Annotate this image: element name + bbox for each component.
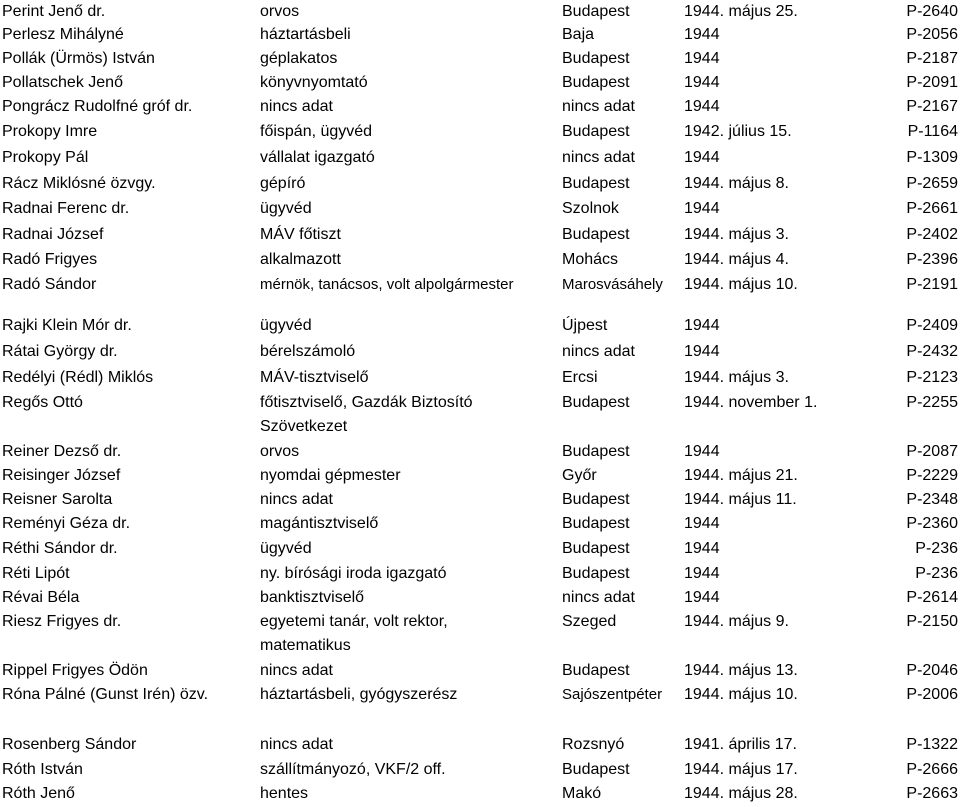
occupation: orvos bbox=[260, 443, 300, 460]
date: 1944. május 17. bbox=[684, 761, 798, 778]
occupation: háztartásbeli, gyógyszerész bbox=[260, 686, 458, 703]
record-id: P-2229 bbox=[906, 467, 958, 484]
occupation-continued: matematikus bbox=[260, 637, 351, 654]
table-row bbox=[0, 340, 960, 364]
occupation: nincs adat bbox=[260, 98, 333, 115]
table-row bbox=[0, 172, 960, 196]
place: Rozsnyó bbox=[562, 736, 625, 753]
record-id: P-2661 bbox=[906, 200, 958, 217]
table-row bbox=[0, 273, 960, 297]
record-id: P-2191 bbox=[906, 276, 958, 293]
place: Budapest bbox=[562, 226, 630, 243]
occupation: vállalat igazgató bbox=[260, 149, 375, 166]
table-row bbox=[0, 586, 960, 610]
occupation: bérelszámoló bbox=[260, 343, 356, 360]
place: Makó bbox=[562, 785, 602, 802]
occupation: MÁV főtiszt bbox=[260, 226, 341, 243]
person-name: Radnai Ferenc dr. bbox=[2, 200, 130, 217]
place: Marosvásáhely bbox=[562, 276, 663, 293]
occupation: főispán, ügyvéd bbox=[260, 123, 373, 140]
person-name: Rippel Frigyes Ödön bbox=[2, 662, 148, 679]
table-row bbox=[0, 23, 960, 47]
place: Budapest bbox=[562, 662, 630, 679]
record-id: P-2614 bbox=[906, 589, 958, 606]
occupation: orvos bbox=[260, 3, 300, 20]
person-name: Rátai György dr. bbox=[2, 343, 118, 360]
table-row bbox=[0, 71, 960, 95]
table-row bbox=[0, 197, 960, 221]
occupation: nincs adat bbox=[260, 491, 333, 508]
record-id: P-2348 bbox=[906, 491, 958, 508]
occupation: főtisztviselő, Gazdák Biztosító bbox=[260, 394, 473, 411]
date: 1944 bbox=[684, 343, 720, 360]
record-id: P-236 bbox=[915, 565, 958, 582]
place: Budapest bbox=[562, 515, 630, 532]
table-row bbox=[0, 47, 960, 71]
occupation: ügyvéd bbox=[260, 200, 312, 217]
date: 1944. május 28. bbox=[684, 785, 798, 802]
record-id: P-2255 bbox=[906, 394, 958, 411]
occupation: gépíró bbox=[260, 175, 306, 192]
occupation: szállítmányozó, VKF/2 off. bbox=[260, 761, 446, 778]
place: Budapest bbox=[562, 50, 630, 67]
place: Újpest bbox=[562, 317, 608, 334]
place: nincs adat bbox=[562, 98, 635, 115]
person-name: Réti Lipót bbox=[2, 565, 70, 582]
place: Budapest bbox=[562, 74, 630, 91]
date: 1944. május 11. bbox=[684, 491, 797, 508]
person-name: Rajki Klein Mór dr. bbox=[2, 317, 132, 334]
table-row bbox=[0, 248, 960, 272]
person-name: Perlesz Mihályné bbox=[2, 26, 124, 43]
table-row bbox=[0, 610, 960, 654]
table-row bbox=[0, 223, 960, 247]
place: Szolnok bbox=[562, 200, 619, 217]
record-id: P-2056 bbox=[906, 26, 958, 43]
table-row bbox=[0, 659, 960, 683]
occupation: nincs adat bbox=[260, 736, 333, 753]
place: Budapest bbox=[562, 123, 630, 140]
person-name: Rosenberg Sándor bbox=[2, 736, 137, 753]
table-row bbox=[0, 488, 960, 512]
date: 1944. május 25. bbox=[684, 3, 798, 20]
table-row bbox=[0, 464, 960, 488]
date: 1944. május 10. bbox=[684, 276, 798, 293]
place: Ercsi bbox=[562, 369, 598, 386]
person-name: Révai Béla bbox=[2, 589, 80, 606]
place: nincs adat bbox=[562, 589, 635, 606]
occupation: hentes bbox=[260, 785, 309, 802]
table-row bbox=[0, 683, 960, 707]
date: 1944. május 3. bbox=[684, 369, 789, 386]
person-name: Róna Pálné (Gunst Irén) özv. bbox=[2, 686, 209, 703]
date: 1944. május 21. bbox=[684, 467, 798, 484]
place: Szeged bbox=[562, 613, 617, 630]
occupation: egyetemi tanár, volt rektor, bbox=[260, 613, 448, 630]
occupation: alkalmazott bbox=[260, 251, 341, 268]
person-name: Regős Ottó bbox=[2, 394, 83, 411]
place: Budapest bbox=[562, 3, 630, 20]
date: 1942. július 15. bbox=[684, 123, 792, 140]
date: 1944 bbox=[684, 50, 720, 67]
table-row bbox=[0, 512, 960, 536]
person-name: Pongrácz Rudolfné gróf dr. bbox=[2, 98, 193, 115]
record-id: P-2123 bbox=[906, 369, 958, 386]
date: 1944 bbox=[684, 200, 720, 217]
person-name: Réthi Sándor dr. bbox=[2, 540, 118, 557]
table-row bbox=[0, 120, 960, 144]
date: 1944 bbox=[684, 589, 720, 606]
person-name: Reményi Géza dr. bbox=[2, 515, 131, 532]
date: 1944 bbox=[684, 565, 720, 582]
record-id: P-236 bbox=[915, 540, 958, 557]
place: Budapest bbox=[562, 443, 630, 460]
table-row bbox=[0, 366, 960, 390]
occupation: mérnök, tanácsos, volt alpolgármester bbox=[260, 276, 514, 293]
person-name: Rácz Miklósné özvgy. bbox=[2, 175, 156, 192]
record-id: P-2396 bbox=[906, 251, 958, 268]
person-name: Perint Jenő dr. bbox=[2, 3, 106, 20]
person-name: Reiner Dezső dr. bbox=[2, 443, 122, 460]
table-row bbox=[0, 537, 960, 561]
date: 1944 bbox=[684, 74, 720, 91]
record-id: P-2167 bbox=[906, 98, 958, 115]
person-name: Pollák (Ürmös) István bbox=[2, 50, 155, 67]
person-name: Radó Frigyes bbox=[2, 251, 98, 268]
place: Budapest bbox=[562, 565, 630, 582]
record-id: P-1309 bbox=[906, 149, 958, 166]
record-id: P-2432 bbox=[906, 343, 958, 360]
date: 1944 bbox=[684, 317, 720, 334]
date: 1944 bbox=[684, 540, 720, 557]
table-row bbox=[0, 758, 960, 782]
date: 1944. május 4. bbox=[684, 251, 789, 268]
person-name: Reisner Sarolta bbox=[2, 491, 113, 508]
occupation: ügyvéd bbox=[260, 317, 312, 334]
occupation: ügyvéd bbox=[260, 540, 312, 557]
occupation: nincs adat bbox=[260, 662, 333, 679]
record-id: P-2091 bbox=[906, 74, 958, 91]
table-row bbox=[0, 440, 960, 464]
table-row bbox=[0, 782, 960, 806]
date: 1944. május 10. bbox=[684, 686, 798, 703]
table-row bbox=[0, 733, 960, 757]
place: Budapest bbox=[562, 175, 630, 192]
person-name: Radó Sándor bbox=[2, 276, 97, 293]
occupation: géplakatos bbox=[260, 50, 338, 67]
record-id: P-2360 bbox=[906, 515, 958, 532]
place: Győr bbox=[562, 467, 597, 484]
occupation: magántisztviselő bbox=[260, 515, 379, 532]
person-name: Prokopy Imre bbox=[2, 123, 98, 140]
place: nincs adat bbox=[562, 343, 635, 360]
person-name: Radnai József bbox=[2, 226, 104, 243]
record-id: P-2666 bbox=[906, 761, 958, 778]
record-id: P-2046 bbox=[906, 662, 958, 679]
record-id: P-2087 bbox=[906, 443, 958, 460]
person-name: Róth Jenő bbox=[2, 785, 75, 802]
record-id: P-2640 bbox=[906, 3, 958, 20]
person-name: Riesz Frigyes dr. bbox=[2, 613, 122, 630]
date: 1941. április 17. bbox=[684, 736, 797, 753]
occupation: MÁV-tisztviselő bbox=[260, 369, 369, 386]
record-id: P-2150 bbox=[906, 613, 958, 630]
person-name: Pollatschek Jenő bbox=[2, 74, 123, 91]
person-name: Reisinger József bbox=[2, 467, 121, 484]
table-row bbox=[0, 391, 960, 435]
occupation: banktisztviselő bbox=[260, 589, 365, 606]
date: 1944. május 13. bbox=[684, 662, 798, 679]
date: 1944. május 8. bbox=[684, 175, 789, 192]
date: 1944. november 1. bbox=[684, 394, 818, 411]
place: Baja bbox=[562, 26, 595, 43]
date: 1944. május 9. bbox=[684, 613, 789, 630]
record-id: P-2409 bbox=[906, 317, 958, 334]
table-row bbox=[0, 314, 960, 338]
record-id: P-2006 bbox=[906, 686, 958, 703]
occupation: háztartásbeli bbox=[260, 26, 351, 43]
occupation: nyomdai gépmester bbox=[260, 467, 401, 484]
table-row bbox=[0, 562, 960, 586]
place: Mohács bbox=[562, 251, 619, 268]
place: Budapest bbox=[562, 540, 630, 557]
person-name: Róth István bbox=[2, 761, 83, 778]
place: Budapest bbox=[562, 761, 630, 778]
occupation: könyvnyomtató bbox=[260, 74, 368, 91]
record-id: P-2659 bbox=[906, 175, 958, 192]
record-id: P-1164 bbox=[907, 123, 958, 140]
record-id: P-2663 bbox=[906, 785, 958, 802]
table-row bbox=[0, 146, 960, 170]
date: 1944 bbox=[684, 26, 720, 43]
date: 1944 bbox=[684, 98, 720, 115]
person-name: Prokopy Pál bbox=[2, 149, 89, 166]
table-row bbox=[0, 0, 960, 24]
place: Sajószentpéter bbox=[562, 686, 663, 703]
occupation-continued: Szövetkezet bbox=[260, 418, 348, 435]
table-row bbox=[0, 95, 960, 119]
record-id: P-2402 bbox=[906, 226, 958, 243]
person-name: Redélyi (Rédl) Miklós bbox=[2, 369, 154, 386]
occupation: ny. bírósági iroda igazgató bbox=[260, 565, 447, 582]
place: Budapest bbox=[562, 394, 630, 411]
date: 1944 bbox=[684, 443, 720, 460]
date: 1944 bbox=[684, 149, 720, 166]
place: Budapest bbox=[562, 491, 630, 508]
record-id: P-1322 bbox=[906, 736, 958, 753]
place: nincs adat bbox=[562, 149, 635, 166]
date: 1944 bbox=[684, 515, 720, 532]
date: 1944. május 3. bbox=[684, 226, 789, 243]
record-id: P-2187 bbox=[906, 50, 958, 67]
